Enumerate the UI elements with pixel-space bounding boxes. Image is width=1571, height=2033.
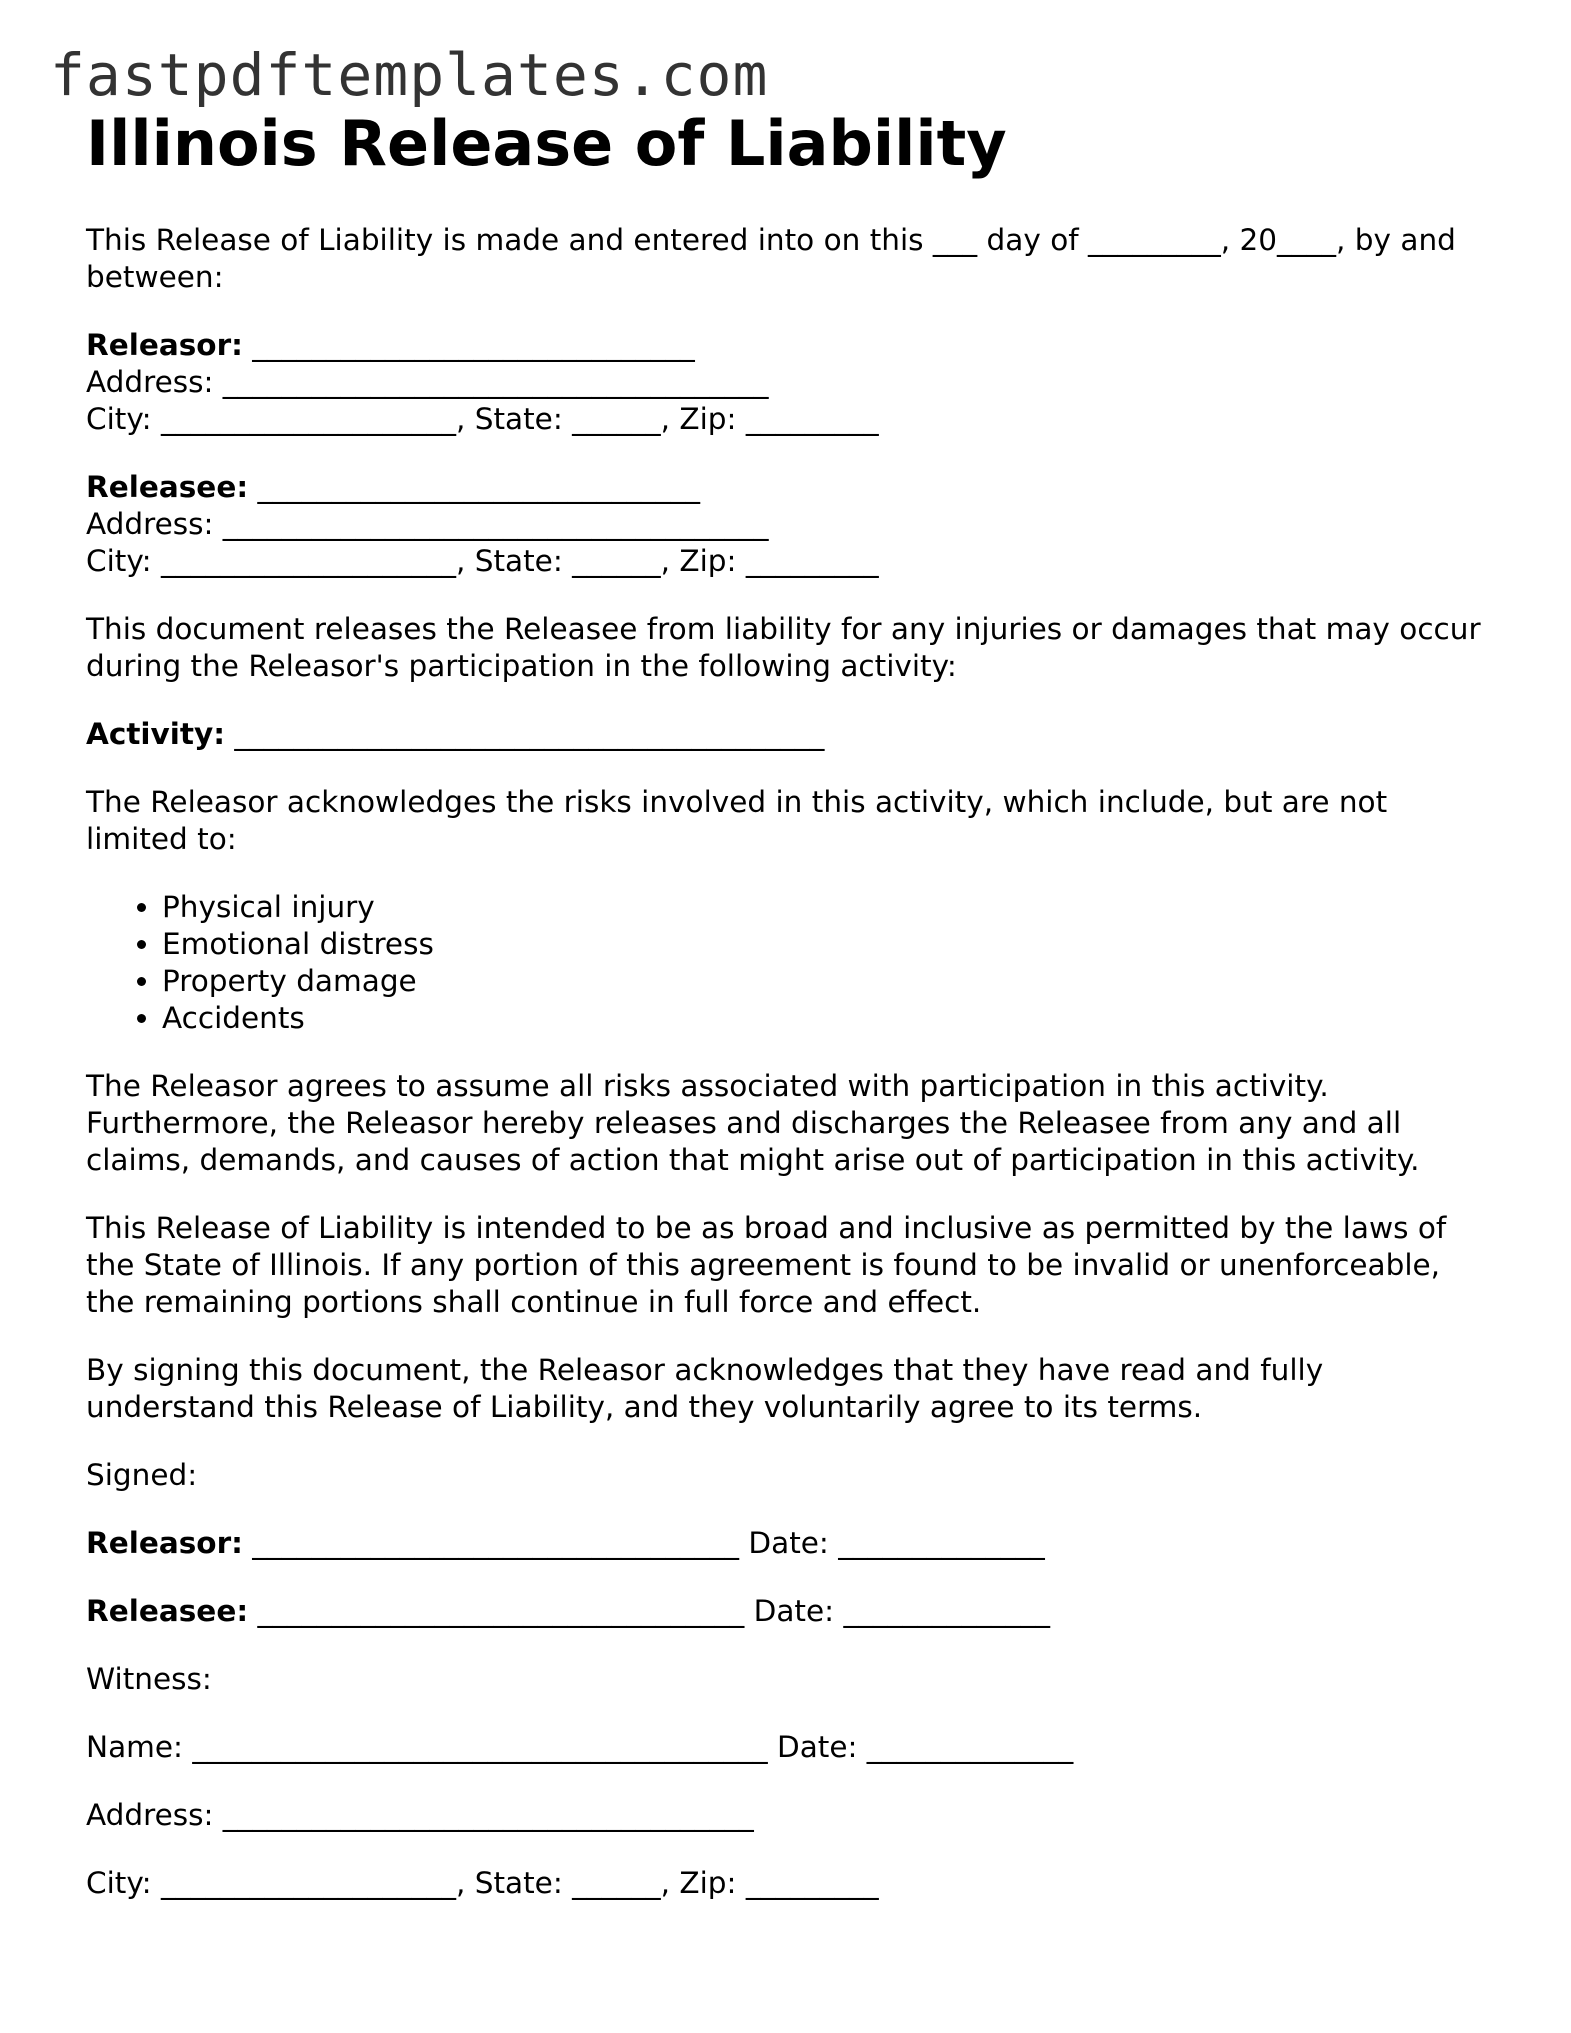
releasor-block — [86, 327, 1486, 438]
releasee-label: Releasee: — [86, 470, 249, 504]
witness-address-line: Address: ____________________________________ — [86, 1798, 754, 1832]
list-item: • Physical injury — [162, 889, 1486, 926]
activity-blank: ________________________________________ — [225, 717, 825, 751]
releasor-label: Releasor: — [86, 328, 243, 362]
releasor-city-line: City: ____________________, State: ______, Zip: _________ — [86, 402, 879, 436]
releasee-address-line: Address: _____________________________________ — [86, 507, 769, 541]
document-title: Illinois Release of Liability — [86, 107, 1007, 180]
releasor-name-line — [86, 327, 1486, 364]
releasee-signature-label: Releasee: — [86, 1594, 249, 1628]
releasor-signature-blank: _________________________________ Date: ______________ — [242, 1526, 1045, 1560]
intro-paragraph: This Release of Liability is made and entered into on this ___ day of _________, 20____, by and between: — [86, 223, 1456, 294]
activity-line — [86, 716, 1486, 753]
signed-label: Signed: — [86, 1458, 198, 1492]
risks-intro: The Releasor acknowledges the risks involved in this activity, which include, but are not limited to: — [86, 785, 1388, 856]
risks-list — [86, 889, 1486, 1037]
witness-label: Witness: — [86, 1662, 212, 1696]
list-item: • Emotional distress — [162, 926, 1486, 963]
releasee-name-blank: ______________________________ — [248, 470, 701, 504]
assume-paragraph: The Releasor agrees to assume all risks associated with participation in this activity. Furthermore, the Releasor hereby releases and discharges the Releasee from any and all claims, demands, and causes of action that might arise out of participation in this activity. — [86, 1069, 1420, 1177]
witness-city-line: City: ____________________, State: ______, Zip: _________ — [86, 1866, 879, 1900]
witness-name-line: Name: _______________________________________ Date: ______________ — [86, 1730, 1074, 1764]
releasor-signature-label: Releasor: — [86, 1526, 243, 1560]
releasor-signature-line — [86, 1525, 1486, 1562]
broad-paragraph: This Release of Liability is intended to be as broad and inclusive as permitted by the laws of the State of Illinois. If any portion of this agreement is found to be invalid or unenforceable, the remaining portions shall continue in full force and effect. — [86, 1211, 1447, 1319]
list-item: • Accidents — [162, 1000, 1486, 1037]
list-item: • Property damage — [162, 963, 1486, 1000]
watermark: fastpdftemplates.com — [50, 41, 769, 109]
releasor-address-line: Address: _____________________________________ — [86, 365, 769, 399]
releasor-name-blank: ______________________________ — [242, 328, 695, 362]
release-paragraph: This document releases the Releasee from liability for any injuries or damages that may occur during the Releasor's participation in the following activity: — [86, 612, 1481, 683]
releasee-signature-line — [86, 1593, 1486, 1630]
document-body — [86, 222, 1486, 1933]
releasee-city-line: City: ____________________, State: ______, Zip: _________ — [86, 544, 879, 578]
acknowledge-paragraph: By signing this document, the Releasor acknowledges that they have read and fully understand this Release of Liability, and they voluntarily agree to its terms. — [86, 1353, 1324, 1424]
releasee-signature-blank: _________________________________ Date: ______________ — [248, 1594, 1050, 1628]
releasee-name-line — [86, 469, 1486, 506]
activity-label: Activity: — [86, 717, 226, 751]
releasee-block — [86, 469, 1486, 580]
